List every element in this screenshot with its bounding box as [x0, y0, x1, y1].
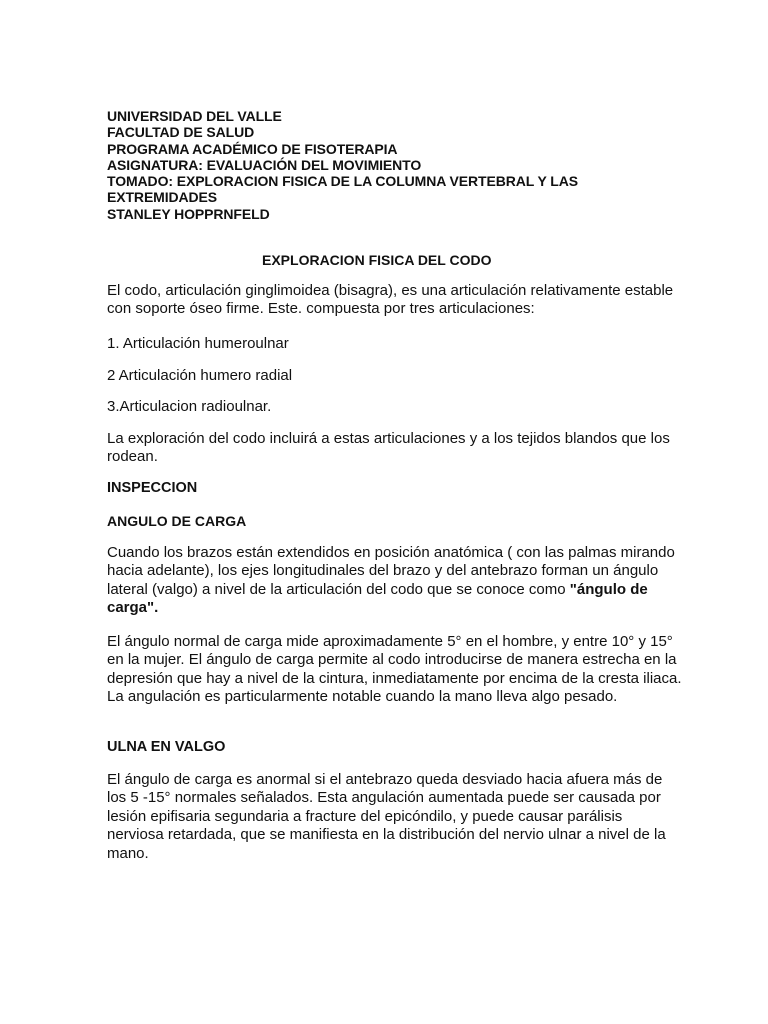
- angulo-de-carga-term: "ángulo de carga".: [107, 580, 648, 617]
- angulo-paragraph-2: El ángulo normal de carga mide aproximadamente 5° en el hombre, y entre 10° y 15° en la mujer. El ángulo de carga permite al codo introducirse de manera estrecha en la depresión que hay a nivel de la cintura, inmediatamente por encima de la cresta iliaca. La angulación es particularmente notable cuando la mano lleva algo pesado.: [107, 633, 682, 706]
- list-item-3: 3.Articulacion radioulnar.: [107, 398, 272, 415]
- intro-paragraph: El codo, articulación ginglimoidea (bisagra), es una articulación relativamente estable con soporte óseo firme. Este. compuesta por tres articulaciones:: [107, 282, 674, 318]
- document-title: EXPLORACION FISICA DEL CODO: [262, 252, 492, 268]
- ulna-paragraph: El ángulo de carga es anormal si el antebrazo queda desviado hacia afuera más de los 5 -15° normales señalados. Esta angulación aumentada puede ser causada por lesión epifisaria segundaria a fracture del epicóndilo, y puede causar parálisis nerviosa retardada, que se manifiesta en la distribución del nervio ulnar a nivel de la mano.: [107, 771, 666, 862]
- exploration-paragraph: La exploración del codo incluirá a estas articulaciones y a los tejidos blandos que los rodean.: [107, 430, 670, 466]
- header-program: PROGRAMA ACADÉMICO DE FISOTERAPIA: [107, 140, 398, 157]
- heading-ulna-en-valgo: ULNA EN VALGO: [107, 739, 226, 755]
- list-item-1: 1. Articulación humeroulnar: [107, 335, 289, 352]
- header-source: TOMADO: EXPLORACION FISICA DE LA COLUMNA VERTEBRAL Y LAS EXTREMIDADES: [107, 173, 578, 206]
- header-author: STANLEY HOPPRNFELD: [107, 205, 270, 222]
- document-header: [107, 108, 667, 222]
- header-university: UNIVERSIDAD DEL VALLE: [107, 108, 282, 124]
- heading-angulo-de-carga: ANGULO DE CARGA: [107, 513, 247, 529]
- list-item-2: 2 Articulación humero radial: [107, 367, 293, 384]
- angulo-paragraph-1: [107, 544, 682, 618]
- heading-inspeccion: INSPECCION: [107, 480, 198, 496]
- header-faculty: FACULTAD DE SALUD: [107, 124, 255, 141]
- angulo-paragraph-1-text: Cuando los brazos están extendidos en posición anatómica ( con las palmas mirando hacia adelante), los ejes longitudinales del brazo y del antebrazo forman un ángulo lateral (valgo) a nivel de la articulación del codo que se conoce como: [107, 544, 675, 598]
- header-subject: ASIGNATURA: EVALUACIÓN DEL MOVIMIENTO: [107, 156, 422, 173]
